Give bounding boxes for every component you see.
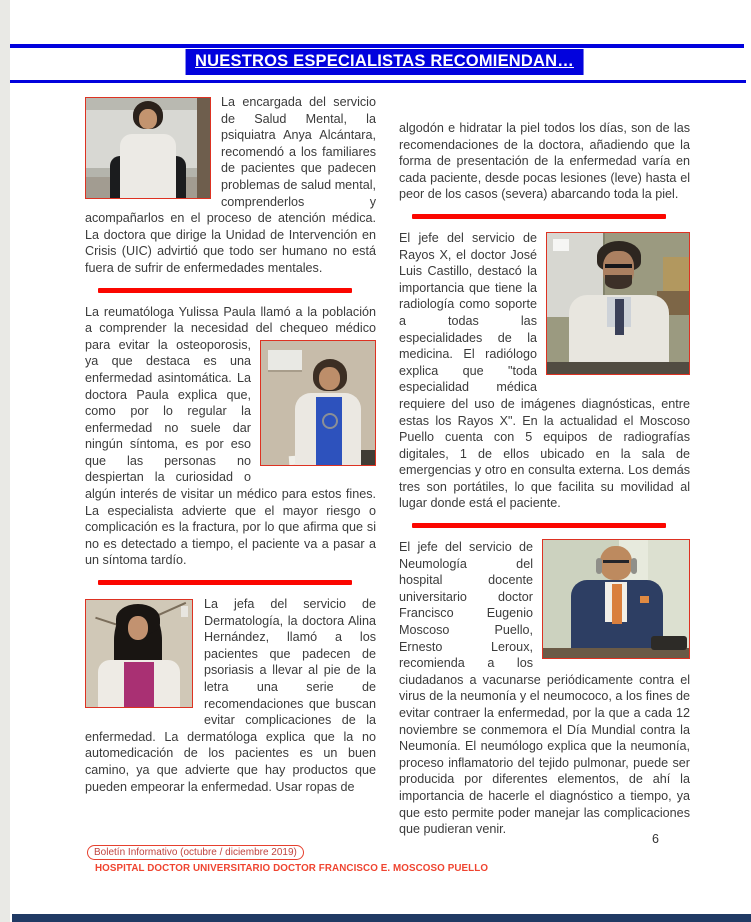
hair	[596, 558, 602, 574]
face	[600, 546, 632, 580]
page-number: 6	[652, 832, 659, 846]
photo-neumologo-ernesto-leroux	[542, 539, 690, 659]
shelf	[663, 257, 689, 291]
photo-radiologo-jose-luis-castillo	[546, 232, 690, 375]
red-separator	[98, 580, 352, 585]
left-column	[85, 94, 376, 795]
footer-hospital-name: HOSPITAL DOCTOR UNIVERSITARIO DOCTOR FRANCISCO E. MOSCOSO PUELLO	[95, 863, 489, 874]
glasses	[605, 264, 632, 268]
article-rayos-x	[399, 230, 690, 512]
orange-tie	[612, 584, 622, 624]
beard	[605, 275, 632, 289]
red-separator	[412, 214, 666, 219]
photo-reumatologa-yulissa-paula	[260, 340, 376, 466]
article-neumologia	[399, 539, 690, 838]
article-neumologia-text: El jefe del servicio de Neumología del hospital docente universitario doctor Francisco Eugenio Moscoso Puello, Ernesto Leroux, recomienda a los ciudadanos a vacunarse periódicamente contra el virus de la neumonía y el neumococo, a los fines de evitar contraer la enfermedad, por la que a cada 12 noviembre se conmemora el Día Mundial contra la Neumonía. El neumólogo explica que la neumonía, proceso inflamatorio del tejido pulmonar, puede ser producida por diferentes elementos, de ahí la importancia de hacerle el diagnóstico a tiempo, ya que esto permite poder manejar las complicaciones que pudieran venir.	[399, 540, 690, 837]
article-reumatologia-body: chequeo médico para evitar la osteoporosis, ya que destaca es una enfermedad asintomática. La doctora Paula explica que, como por lo regular la enfermedad no suele dar ningún síntoma, es por eso que las personas no despiertan la curiosidad o algún interés de visitar un médico para estos fines. La especialista advierte que el mayor riesgo o complicación es la fractura, por lo que afirma que si no es detectado a tiempo, el paciente va a pasar a un síntoma tardío.	[85, 321, 376, 568]
door-edge	[197, 98, 210, 198]
article-salud-mental-text: La encargada del servicio de Salud Mental, la psiquiatra Anya Alcántara, recomendó a los familiares de pacientes que padecen problemas de salud mental, comprenderlos y acompañarlos en el proceso de atención médica. La doctora que dirige la Unidad de Intervención en Crisis (UIC) advirtió que todo ser humano no está fuera de sufrir de enfermedades mentales.	[85, 95, 376, 275]
photo-psiquiatra-anya-alcantara	[85, 97, 211, 199]
page-title: NUESTROS ESPECIALISTAS RECOMIENDAN…	[195, 52, 574, 70]
article-dermatologia	[85, 596, 376, 795]
article-dermatologia-text-left: La jefa del servicio de Dermatología, la doctora Alina Hernández, llamó a los pacientes que padecen de psoriasis a llevar al pie de la letra una serie de recomendaciones que buscan evitar complicaciones de la enfermedad. La dermatóloga explica que la no automedicación de los pacientes es un buen camino, ya que advierte que hay productos que pueden empeorar la enfermedad. Usar ropas de	[85, 597, 376, 794]
red-separator	[412, 523, 666, 528]
article-dermatologia-text-right: algodón e hidratar la piel todos los días, son de las recomendaciones de la doctora, añadiendo que la forma de presentación de la enfermedad varía en cada paciente, desde pocas lesiones (leve) hasta el peor de los casos (severa) abarcando toda la piel.	[399, 121, 690, 202]
face	[128, 616, 148, 640]
page-left-edge	[0, 0, 10, 922]
article-rayos-x-text: El jefe del servicio de Rayos X, el doctor José Luis Castillo, destacó la importancia que tiene la radiología como soporte a todas las especialidades de la medicina. El radiólogo explica que "toda especialidad médica requiere del uso de imágenes diagnósticas, entre estas los Rayos X". En la actualidad el Moscoso Puello cuenta con 5 equipos de radiografías digitales, 1 de ellos ubicado en la sala de emergencias y otro en consulta externa. Los demás tres son portátiles, lo que facilita su movilidad al lugar donde está el paciente.	[399, 230, 690, 511]
footer-bulletin-box	[87, 845, 304, 860]
face	[319, 367, 340, 390]
article-dermatologia-continuation	[399, 120, 690, 203]
blue-shirt	[316, 397, 342, 465]
red-separator	[98, 288, 352, 293]
desk	[547, 362, 689, 374]
tie	[615, 299, 624, 335]
bottom-navy-bar	[12, 914, 751, 922]
article-reumatologia	[85, 304, 376, 570]
glasses	[603, 560, 629, 563]
pocket-square	[640, 596, 649, 603]
wall-note	[553, 239, 569, 251]
banner-blue-rule	[10, 80, 746, 83]
white-coat	[120, 134, 176, 198]
desk-object	[651, 636, 687, 650]
magenta-top	[124, 662, 154, 707]
wall-socket	[181, 606, 188, 617]
top-blue-rule	[10, 44, 744, 48]
wall-box	[268, 350, 302, 370]
article-salud-mental	[85, 94, 376, 277]
hair	[631, 558, 637, 574]
photo-dermatologa-alina-hernandez	[85, 599, 193, 708]
stethoscope	[322, 413, 338, 429]
title-banner	[185, 49, 584, 75]
footer-bulletin-text: Boletín Informativo (octubre / diciembre 2019)	[94, 847, 297, 858]
face	[139, 109, 157, 129]
article-reumatologia-intro: La reumatóloga Yulissa Paula llamó a la población a comprender la necesidad del	[85, 304, 376, 336]
right-column	[399, 120, 690, 838]
